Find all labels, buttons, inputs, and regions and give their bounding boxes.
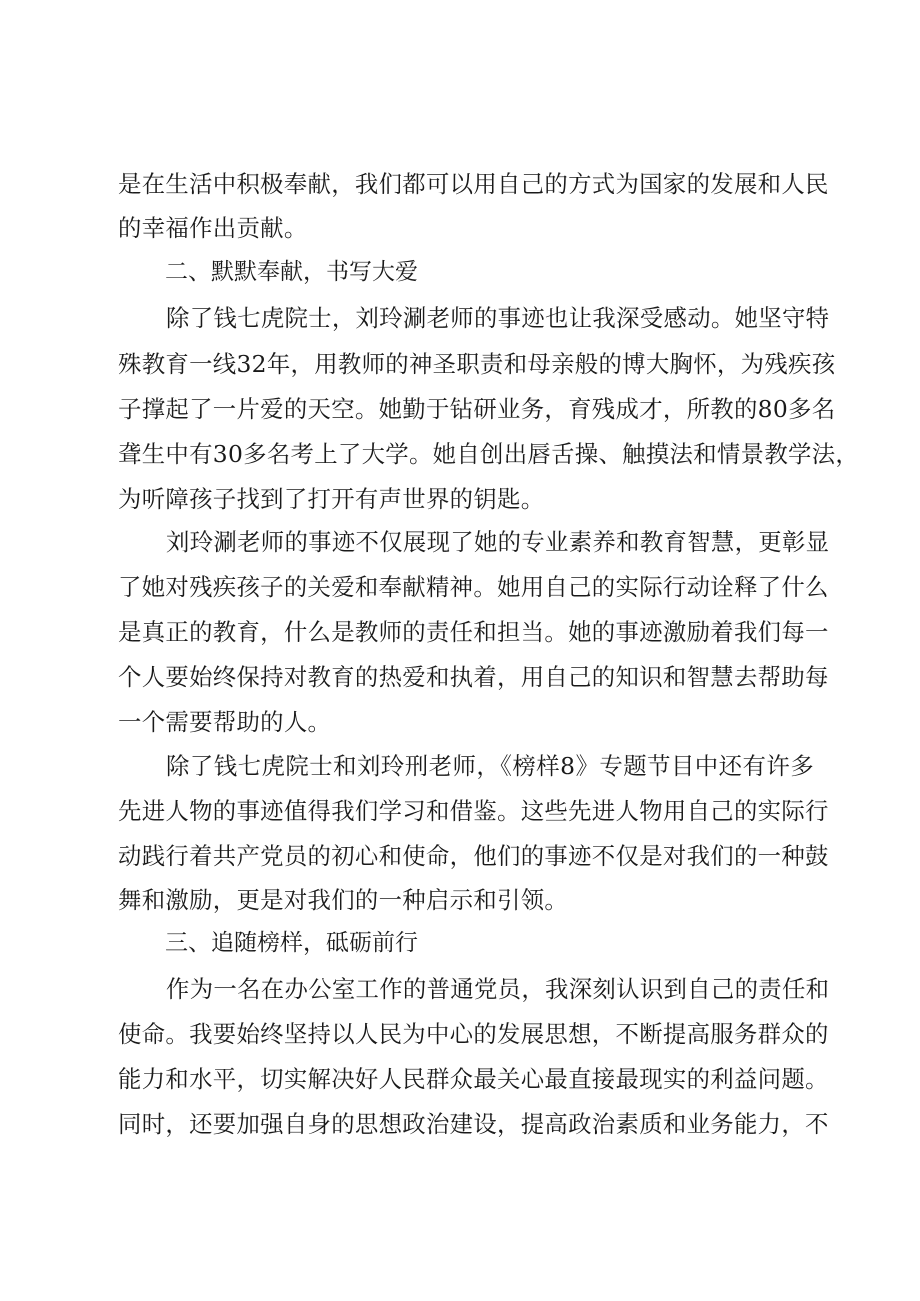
paragraph-line: 子撑起了一片爱的天空。她勤于钻研业务，育残成才，所教的80多名	[118, 395, 836, 423]
paragraph-line: 个人要始终保持对教育的热爱和执着，用自己的知识和智慧去帮助每	[118, 663, 829, 691]
paragraph-line: 先进人物的事迹值得我们学习和借鉴。这些先进人物用自己的实际行	[118, 797, 829, 825]
paragraph-line: 一个需要帮助的人。	[118, 708, 332, 736]
paragraph-line: 殊教育一线32年，用教师的神圣职责和母亲般的博大胸怀，为残疾孩	[118, 350, 836, 378]
paragraph-line: 是真正的教育，什么是教师的责任和担当。她的事迹激励着我们每一	[118, 618, 829, 646]
paragraph-line: 了她对残疾孩子的关爱和奉献精神。她用自己的实际行动诠释了什么	[118, 573, 829, 601]
paragraph-line: 的幸福作出贡献。	[118, 214, 308, 242]
paragraph-line: 聋生中有30多名考上了大学。她自创出唇舌操、触摸法和情景教学法，	[118, 440, 860, 468]
section-heading: 三、追随榜样，砥砺前行	[165, 930, 418, 956]
paragraph-line: 是在生活中积极奉献，我们都可以用自己的方式为国家的发展和人民	[118, 170, 829, 198]
paragraph-line: 为听障孩子找到了打开有声世界的钥匙。	[118, 485, 545, 513]
paragraph-line: 作为一名在办公室工作的普通党员，我深刻认识到自己的责任和	[166, 975, 830, 1003]
paragraph-line: 除了钱七虎院士，刘玲涮老师的事迹也让我深受感动。她坚守特	[166, 304, 830, 332]
paragraph-line: 能力和水平，切实解决好人民群众最关心最直接最现实的利益问题。	[118, 1065, 829, 1093]
paragraph-line: 同时，还要加强自身的思想政治建设，提高政治素质和业务能力，不	[118, 1110, 829, 1138]
paragraph-line: 刘玲涮老师的事迹不仅展现了她的专业素养和教育智慧，更彰显	[166, 528, 830, 556]
section-heading: 二、默默奉献，书写大爱	[165, 259, 418, 285]
paragraph-line: 使命。我要始终坚持以人民为中心的发展思想，不断提高服务群众的	[118, 1020, 829, 1048]
paragraph-line: 除了钱七虎院士和刘玲刑老师，《榜样8》专题节目中还有许多	[166, 752, 814, 780]
paragraph-line: 动践行着共产党员的初心和使命，他们的事迹不仅是对我们的一种鼓	[118, 842, 829, 870]
paragraph-line: 舞和激励，更是对我们的一种启示和引领。	[118, 886, 569, 914]
